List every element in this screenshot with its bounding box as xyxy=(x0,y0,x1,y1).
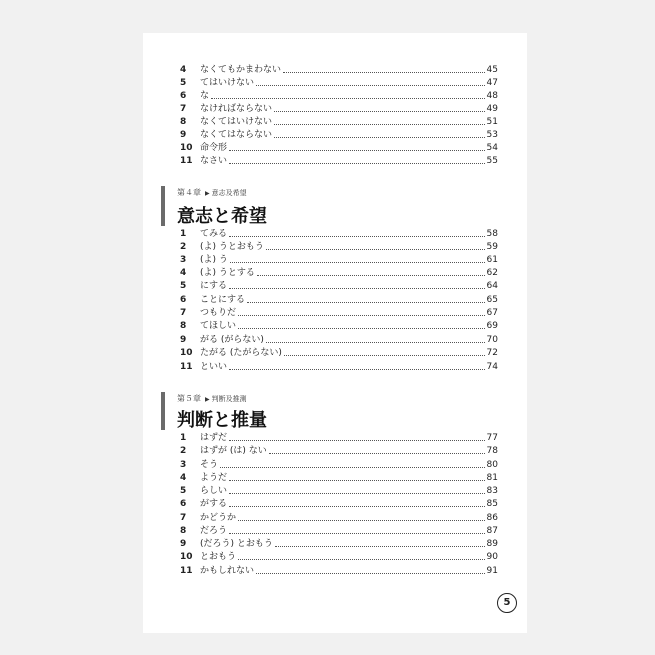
dot-leader xyxy=(229,150,485,151)
toc-entry[interactable] xyxy=(180,90,498,103)
dot-leader xyxy=(266,249,485,250)
toc-entry[interactable] xyxy=(180,445,498,458)
entry-title: なさい xyxy=(200,156,228,166)
entry-page: 83 xyxy=(486,486,498,496)
entry-page: 64 xyxy=(486,281,498,291)
toc-entry[interactable] xyxy=(180,307,498,320)
entry-page: 72 xyxy=(486,348,498,358)
dot-leader xyxy=(247,302,485,303)
entry-page: 77 xyxy=(486,433,498,443)
entry-page: 54 xyxy=(486,143,498,153)
entry-number: 8 xyxy=(180,321,187,331)
entry-page: 49 xyxy=(486,104,498,114)
entry-number: 4 xyxy=(180,473,187,483)
entry-title: 命令形 xyxy=(200,143,228,153)
entry-title: なくてはいけない xyxy=(200,117,273,127)
entry-page: 85 xyxy=(486,499,498,509)
toc-entry[interactable] xyxy=(180,116,498,129)
toc-entry[interactable] xyxy=(180,334,498,347)
toc-entry[interactable] xyxy=(180,241,498,254)
entry-number: 8 xyxy=(180,117,187,127)
entry-number: 10 xyxy=(180,143,193,153)
entry-page: 61 xyxy=(486,255,498,265)
entry-number: 2 xyxy=(180,242,187,252)
chapter-label xyxy=(177,393,247,404)
entry-number: 11 xyxy=(180,156,193,166)
toc-entry[interactable] xyxy=(180,64,498,77)
toc-entry[interactable] xyxy=(180,551,498,564)
entry-page: 55 xyxy=(486,156,498,166)
toc-entry[interactable] xyxy=(180,254,498,267)
entry-title: (よ) うとおもう xyxy=(200,242,264,252)
entry-title: てはいけない xyxy=(200,78,255,88)
page-number-badge: 5 xyxy=(497,593,517,613)
entry-number: 3 xyxy=(180,255,187,265)
entry-page: 86 xyxy=(486,513,498,523)
chapter-subtitle: 判断及推測 xyxy=(211,395,247,403)
entry-title: (だろう) とおもう xyxy=(200,539,273,549)
toc-entry[interactable] xyxy=(180,498,498,511)
entry-number: 9 xyxy=(180,539,187,549)
entry-title: はずだ xyxy=(200,433,228,443)
triangle-right-icon: ▶ xyxy=(205,190,210,197)
toc-entry[interactable] xyxy=(180,361,498,374)
triangle-right-icon: ▶ xyxy=(205,396,210,403)
toc-entry[interactable] xyxy=(180,525,498,538)
entry-number: 9 xyxy=(180,335,187,345)
toc-entry[interactable] xyxy=(180,485,498,498)
entry-page: 45 xyxy=(486,65,498,75)
entry-number: 6 xyxy=(180,91,187,101)
dot-leader xyxy=(269,453,485,454)
toc-entry[interactable] xyxy=(180,155,498,168)
dot-leader xyxy=(238,559,485,560)
chapter-number: 第４章 xyxy=(177,188,201,197)
entry-page: 80 xyxy=(486,460,498,470)
dot-leader xyxy=(283,72,485,73)
dot-leader xyxy=(229,440,485,441)
entry-number: 8 xyxy=(180,526,187,536)
dot-leader xyxy=(257,275,485,276)
toc-entry[interactable] xyxy=(180,103,498,116)
entry-page: 91 xyxy=(486,566,498,576)
dot-leader xyxy=(229,493,485,494)
dot-leader xyxy=(274,111,485,112)
entry-title: (よ) うとする xyxy=(200,268,255,278)
dot-leader xyxy=(238,520,485,521)
entry-number: 5 xyxy=(180,78,187,88)
entry-title: そう xyxy=(200,460,219,470)
dot-leader xyxy=(220,467,485,468)
entry-title: つもりだ xyxy=(200,308,237,318)
entry-number: 7 xyxy=(180,104,187,114)
dot-leader xyxy=(238,328,485,329)
entry-title: がする xyxy=(200,499,228,509)
entry-number: 6 xyxy=(180,295,187,305)
toc-entry[interactable] xyxy=(180,538,498,551)
chapter-accent-bar xyxy=(161,392,165,430)
entry-title: がる (がらない) xyxy=(200,335,264,345)
toc-entry[interactable] xyxy=(180,459,498,472)
entry-number: 1 xyxy=(180,433,187,443)
toc-entry[interactable] xyxy=(180,432,498,445)
entry-page: 67 xyxy=(486,308,498,318)
toc-entry[interactable] xyxy=(180,142,498,155)
toc-entry[interactable] xyxy=(180,512,498,525)
entry-title: かどうか xyxy=(200,513,237,523)
dot-leader xyxy=(256,85,485,86)
entry-title: はずが (は) ない xyxy=(200,446,267,456)
toc-entry[interactable] xyxy=(180,280,498,293)
dot-leader xyxy=(275,546,485,547)
entry-page: 48 xyxy=(486,91,498,101)
entry-number: 6 xyxy=(180,499,187,509)
toc-entry[interactable] xyxy=(180,129,498,142)
entry-title: な xyxy=(200,91,210,101)
entry-title: かもしれない xyxy=(200,566,255,576)
entry-number: 5 xyxy=(180,486,187,496)
entry-page: 69 xyxy=(486,321,498,331)
chapter-accent-bar xyxy=(161,186,165,226)
entry-page: 89 xyxy=(486,539,498,549)
entry-page: 74 xyxy=(486,362,498,372)
entry-page: 90 xyxy=(486,552,498,562)
dot-leader xyxy=(266,342,485,343)
entry-number: 3 xyxy=(180,460,187,470)
entry-page: 81 xyxy=(486,473,498,483)
entry-number: 9 xyxy=(180,130,187,140)
dot-leader xyxy=(284,355,485,356)
dot-leader xyxy=(256,573,485,574)
entry-number: 7 xyxy=(180,308,187,318)
entry-page: 87 xyxy=(486,526,498,536)
dot-leader xyxy=(230,262,485,263)
dot-leader xyxy=(229,369,485,370)
toc-entry[interactable] xyxy=(180,77,498,90)
toc-entry[interactable] xyxy=(180,294,498,307)
entry-title: なくてもかまわない xyxy=(200,65,282,75)
dot-leader xyxy=(229,236,485,237)
entry-number: 4 xyxy=(180,65,187,75)
entry-page: 51 xyxy=(486,117,498,127)
chapter-number: 第５章 xyxy=(177,394,201,403)
entry-title: ようだ xyxy=(200,473,228,483)
entry-page: 65 xyxy=(486,295,498,305)
dot-leader xyxy=(229,533,485,534)
entry-page: 58 xyxy=(486,229,498,239)
dot-leader xyxy=(229,163,485,164)
entry-number: 1 xyxy=(180,229,187,239)
entry-title: だろう xyxy=(200,526,228,536)
entry-number: 5 xyxy=(180,281,187,291)
entry-title: といい xyxy=(200,362,228,372)
entry-page: 62 xyxy=(486,268,498,278)
entry-title: らしい xyxy=(200,486,228,496)
entry-title: ことにする xyxy=(200,295,246,305)
entry-title: にする xyxy=(200,281,228,291)
entry-page: 53 xyxy=(486,130,498,140)
entry-number: 10 xyxy=(180,348,193,358)
entry-title: てほしい xyxy=(200,321,237,331)
entry-title: なくてはならない xyxy=(200,130,273,140)
entry-number: 4 xyxy=(180,268,187,278)
entry-page: 78 xyxy=(486,446,498,456)
chapter-subtitle: 意志及希望 xyxy=(211,189,247,197)
dot-leader xyxy=(274,137,485,138)
entry-page: 70 xyxy=(486,335,498,345)
dot-leader xyxy=(229,506,485,507)
dot-leader xyxy=(229,288,485,289)
toc-entry[interactable] xyxy=(180,228,498,241)
entry-title: (よ) う xyxy=(200,255,228,265)
entry-number: 7 xyxy=(180,513,187,523)
entry-number: 11 xyxy=(180,566,193,576)
toc-entry[interactable] xyxy=(180,267,498,280)
chapter-title: 意志と希望 xyxy=(177,206,267,227)
entry-number: 11 xyxy=(180,362,193,372)
toc-entry[interactable] xyxy=(180,347,498,360)
entry-title: なければならない xyxy=(200,104,273,114)
toc-entry[interactable] xyxy=(180,565,498,578)
entry-page: 47 xyxy=(486,78,498,88)
entry-title: たがる (たがらない) xyxy=(200,348,282,358)
dot-leader xyxy=(211,98,485,99)
chapter-label xyxy=(177,187,247,198)
toc-entry[interactable] xyxy=(180,320,498,333)
dot-leader xyxy=(274,124,485,125)
dot-leader xyxy=(229,480,485,481)
entry-title: とおもう xyxy=(200,552,237,562)
entry-title: てみる xyxy=(200,229,228,239)
dot-leader xyxy=(238,315,485,316)
toc-entry[interactable] xyxy=(180,472,498,485)
entry-number: 2 xyxy=(180,446,187,456)
chapter-title: 判断と推量 xyxy=(177,410,267,431)
entry-number: 10 xyxy=(180,552,193,562)
entry-page: 59 xyxy=(486,242,498,252)
